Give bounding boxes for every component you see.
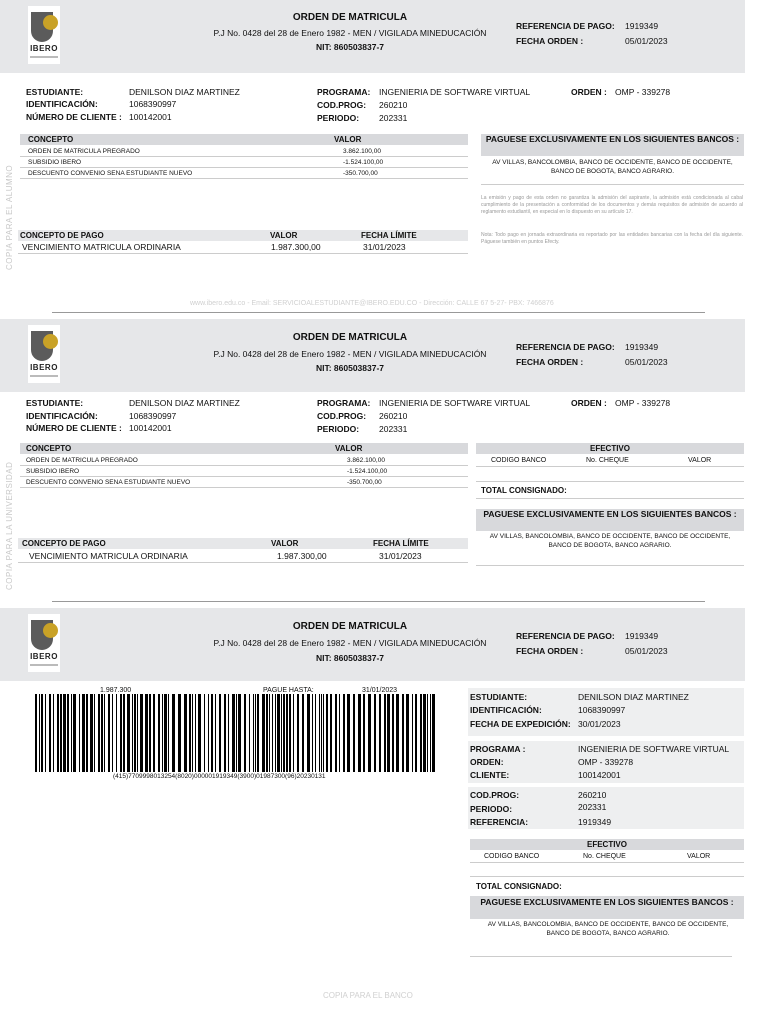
row-value: -1.524.100,00	[347, 468, 388, 475]
period-value: 202331	[379, 424, 408, 434]
barcode-bar	[363, 694, 365, 772]
payment-date-header: FECHA LÍMITE	[373, 539, 429, 548]
table-row	[20, 477, 468, 488]
order-nit: NIT: 860503837-7	[315, 42, 385, 52]
footer-contact: www.ibero.edu.co - Email: SERVICIOALESTUDIANTE@IBERO.EDU.CO - Dirección: CALLE 67 5-27- PBX: 7466876	[190, 300, 554, 307]
barcode-bar	[420, 694, 422, 772]
barcode-bar	[253, 694, 254, 772]
barcode-bar	[283, 694, 285, 772]
cash-header-row	[476, 455, 744, 467]
barcode-bar	[415, 694, 417, 772]
barcode-bar	[312, 694, 313, 772]
row-concept: DESCUENTO CONVENIO SENA ESTUDIANTE NUEVO	[26, 479, 191, 486]
row-concept: SUBSIDIO IBERO	[28, 159, 82, 166]
barcode-bar	[71, 694, 72, 772]
barcode-bar	[236, 694, 237, 772]
barcode-bar	[140, 694, 143, 772]
client-value: 100142001	[129, 112, 172, 122]
order-value: OMP - 339278	[578, 757, 634, 767]
ibero-logo	[28, 614, 60, 672]
payment-concept-header: CONCEPTO DE PAGO	[20, 231, 104, 240]
cash-cheque-header: No. CHEQUE	[583, 853, 626, 860]
banks-title: PAGUESE EXCLUSIVAMENTE EN LOS SIGUIENTES BANCOS :	[476, 509, 744, 531]
period-label: PERIODO:	[470, 804, 513, 814]
table-row	[20, 466, 468, 477]
total-consigned-label: TOTAL CONSIGNADO:	[476, 882, 562, 891]
barcode-bar	[330, 694, 332, 772]
barcode-bar	[49, 694, 51, 772]
reference-label: REFERENCIA:	[470, 817, 529, 827]
barcode-bar	[430, 694, 431, 772]
barcode-bar	[137, 694, 138, 772]
barcode-bar	[269, 694, 270, 772]
barcode-bar	[53, 694, 54, 772]
barcode-bar	[326, 694, 328, 772]
barcode-bar	[82, 694, 85, 772]
payment-value: 1.987.300,00	[277, 551, 327, 561]
barcode-bar	[101, 694, 103, 772]
codprog-value: 260210	[578, 790, 607, 800]
barcode-bar	[339, 694, 340, 772]
id-value: 1068390997	[578, 705, 626, 715]
program-label: PROGRAMA :	[470, 744, 526, 754]
pay-until-date: 31/01/2023	[362, 687, 398, 694]
logo-text: IBERO	[30, 44, 58, 53]
barcode-bar	[79, 694, 80, 772]
barcode-bar	[211, 694, 213, 772]
logo-dot-icon	[43, 623, 58, 638]
row-value: -350.700,00	[347, 479, 382, 486]
period-value: 202331	[379, 113, 408, 123]
logo-dot-icon	[43, 15, 58, 30]
program-label: PROGRAMA:	[317, 398, 371, 408]
barcode-bar	[112, 694, 113, 772]
row-concept: DESCUENTO CONVENIO SENA ESTUDIANTE NUEVO	[28, 170, 193, 177]
barcode-bar	[158, 694, 160, 772]
barcode-bar	[120, 694, 122, 772]
payment-concept-header: CONCEPTO DE PAGO	[22, 539, 106, 548]
period-label: PERIODO:	[317, 113, 360, 123]
barcode-bar	[384, 694, 386, 772]
barcode-bar	[335, 694, 337, 772]
order-label: ORDEN :	[571, 398, 607, 408]
barcode-bar	[204, 694, 205, 772]
table-row	[20, 455, 468, 466]
barcode-bar	[293, 694, 294, 772]
barcode-bar	[427, 694, 428, 772]
barcode-bar	[432, 694, 435, 772]
client-value: 100142001	[578, 770, 621, 780]
id-value: 1068390997	[129, 411, 177, 421]
id-label: IDENTIFICACIÓN:	[26, 411, 98, 421]
concept-table-header	[20, 134, 468, 145]
copy-student-label: COPIA PARA EL ALUMNO	[5, 164, 14, 270]
admission-note: La emisión y pago de esta orden no garantiza la admisión del aspirante, la admisión está condicionada al cabal cumplimiento de la presentación a conformidad de los documentos y demás requisitos de admisión de acuerdo al reglamento estudiantil, en especial en lo dispuesto en su artículo 17.	[481, 195, 743, 215]
date-label: FECHA ORDEN :	[516, 357, 584, 367]
barcode-bar	[358, 694, 361, 772]
payment-date-header: FECHA LÍMITE	[361, 231, 417, 240]
cash-title-text: EFECTIVO	[589, 444, 630, 453]
barcode-bar	[286, 694, 288, 772]
banks-list: AV VILLAS, BANCOLOMBIA, BANCO DE OCCIDENTE, BANCO DE OCCIDENTE, BANCO DE BOGOTA, BANCO AGRARIO.	[492, 159, 733, 176]
date-label: FECHA ORDEN :	[516, 646, 584, 656]
value-col-header: VALOR	[335, 444, 363, 453]
order-title: ORDEN DE MATRICULA	[292, 12, 408, 23]
student-label: ESTUDIANTE:	[26, 87, 84, 97]
barcode-bar	[73, 694, 76, 772]
program-value: INGENIERIA DE SOFTWARE VIRTUAL	[379, 87, 531, 97]
cash-cheque-header: No. CHEQUE	[586, 457, 629, 464]
payment-barcode	[35, 694, 435, 772]
barcode-bar	[228, 694, 229, 772]
student-name: DENILSON DIAZ MARTINEZ	[129, 87, 240, 97]
order-value: OMP - 339278	[615, 398, 671, 408]
barcode-text: (415)7709998013254(8020)000001919349(3900)01987300(96)20230131	[113, 773, 326, 780]
barcode-amount: 1.987.300	[100, 687, 132, 694]
barcode-bar	[39, 694, 40, 772]
issue-date-value: 30/01/2023	[578, 719, 621, 729]
barcode-bar	[90, 694, 93, 772]
barcode-bar	[423, 694, 426, 772]
ref-value: 1919349	[625, 631, 659, 641]
copy-university-label: COPIA PARA LA UNIVERSIDAD	[5, 461, 14, 590]
cash-title	[470, 839, 744, 850]
order-subtitle: P.J No. 0428 del 28 de Enero 1982 - MEN / VIGILADA MINEDUCACIÓN	[213, 638, 487, 648]
order-label: ORDEN:	[470, 757, 504, 767]
payment-row	[18, 242, 468, 254]
pay-until-label: PAGUE HASTA:	[263, 687, 314, 694]
cash-title-text: EFECTIVO	[586, 840, 627, 849]
ref-value: 1919349	[625, 21, 659, 31]
period-value: 202331	[578, 802, 607, 812]
barcode-bar	[353, 694, 355, 772]
barcode-bar	[94, 694, 95, 772]
id-value: 1068390997	[129, 99, 177, 109]
barcode-bar	[98, 694, 100, 772]
barcode-bar	[402, 694, 404, 772]
codprog-label: COD.PROG:	[470, 790, 520, 800]
barcode-bar	[368, 694, 371, 772]
row-value: -1.524.100,00	[343, 159, 384, 166]
barcode-bar	[321, 694, 322, 772]
barcode-bar	[412, 694, 413, 772]
barcode-bar	[244, 694, 246, 772]
logo-text: IBERO	[30, 652, 58, 661]
barcode-bar	[224, 694, 226, 772]
payment-value: 1.987.300,00	[271, 242, 321, 252]
id-label: IDENTIFICACIÓN:	[26, 99, 98, 109]
barcode-bar	[289, 694, 291, 772]
barcode-bar	[343, 694, 345, 772]
student-name: DENILSON DIAZ MARTINEZ	[129, 398, 240, 408]
barcode-bar	[192, 694, 193, 772]
order-subtitle: P.J No. 0428 del 28 de Enero 1982 - MEN / VIGILADA MINEDUCACIÓN	[213, 349, 487, 359]
ref-label: REFERENCIA DE PAGO:	[516, 631, 615, 641]
issue-date-label: FECHA DE EXPEDICIÓN:	[470, 719, 571, 729]
barcode-bar	[132, 694, 133, 772]
barcode-bar	[67, 694, 69, 772]
client-value: 100142001	[129, 423, 172, 433]
period-label: PERIODO:	[317, 424, 360, 434]
row-value: 3.862.100,00	[347, 457, 385, 464]
cash-bank-header: CODIGO BANCO	[484, 853, 540, 860]
banks-list: AV VILLAS, BANCOLOMBIA, BANCO DE OCCIDENTE, BANCO DE OCCIDENTE, BANCO DE BOGOTA, BANCO AGRARIO.	[487, 921, 729, 938]
barcode-bar	[178, 694, 181, 772]
barcode-bar	[145, 694, 148, 772]
barcode-bar	[215, 694, 216, 772]
barcode-bar	[387, 694, 390, 772]
barcode-bar	[164, 694, 167, 772]
barcode-bar	[108, 694, 110, 772]
barcode-bar	[257, 694, 259, 772]
ref-value: 1919349	[625, 342, 659, 352]
barcode-bar	[406, 694, 409, 772]
date-label: FECHA ORDEN :	[516, 36, 584, 46]
barcode-bar	[60, 694, 62, 772]
table-row	[20, 168, 468, 179]
barcode-bar	[168, 694, 169, 772]
barcode-bar	[149, 694, 151, 772]
reference-value: 1919349	[578, 817, 612, 827]
order-title: ORDEN DE MATRICULA	[292, 621, 408, 632]
program-value: INGENIERIA DE SOFTWARE VIRTUAL	[578, 744, 730, 754]
value-col-header: VALOR	[334, 135, 362, 144]
barcode-bar	[255, 694, 256, 772]
student-label: ESTUDIANTE:	[470, 692, 528, 702]
barcode-bar	[238, 694, 241, 772]
logo-dot-icon	[43, 334, 58, 349]
payment-date: 31/01/2023	[379, 551, 422, 561]
row-value: 3.862.100,00	[343, 148, 381, 155]
barcode-bar	[232, 694, 235, 772]
ibero-logo	[28, 6, 60, 64]
barcode-bar	[134, 694, 136, 772]
table-row	[20, 146, 468, 157]
barcode-bar	[184, 694, 187, 772]
student-name: DENILSON DIAZ MARTINEZ	[578, 692, 689, 702]
payment-concept: VENCIMIENTO MATRICULA ORDINARIA	[22, 242, 181, 252]
codprog-label: COD.PROG:	[317, 100, 367, 110]
barcode-bar	[63, 694, 66, 772]
payment-date: 31/01/2023	[363, 242, 406, 252]
payment-concept: VENCIMIENTO MATRICULA ORDINARIA	[29, 551, 188, 561]
order-value: OMP - 339278	[615, 87, 671, 97]
barcode-bar	[172, 694, 175, 772]
row-concept: ORDEN DE MATRICULA PREGRADO	[28, 148, 140, 155]
program-value: INGENIERIA DE SOFTWARE VIRTUAL	[379, 398, 531, 408]
barcode-bar	[208, 694, 209, 772]
order-nit: NIT: 860503837-7	[315, 653, 385, 663]
barcode-bar	[127, 694, 130, 772]
barcode-bar	[123, 694, 125, 772]
date-value: 05/01/2023	[625, 36, 668, 46]
concept-col-header: CONCEPTO	[26, 444, 72, 453]
cash-header-row	[470, 851, 744, 863]
id-label: IDENTIFICACIÓN:	[470, 705, 542, 715]
barcode-bar	[35, 694, 37, 772]
program-label: PROGRAMA:	[317, 87, 371, 97]
payment-value-header: VALOR	[271, 539, 299, 548]
barcode-bar	[57, 694, 59, 772]
barcode-bar	[302, 694, 304, 772]
concept-col-header: CONCEPTO	[28, 135, 74, 144]
cash-value-header: VALOR	[687, 853, 711, 860]
copy-bank-label: COPIA PARA EL BANCO	[323, 991, 413, 1000]
barcode-bar	[153, 694, 155, 772]
row-value: -350.700,00	[343, 170, 378, 177]
barcode-bar	[374, 694, 376, 772]
barcode-bar	[86, 694, 88, 772]
barcode-bar	[219, 694, 221, 772]
codprog-value: 260210	[379, 411, 408, 421]
barcode-bar	[249, 694, 250, 772]
barcode-bar	[272, 694, 273, 772]
order-label: ORDEN :	[571, 87, 607, 97]
ref-label: REFERENCIA DE PAGO:	[516, 21, 615, 31]
cash-bank-header: CODIGO BANCO	[491, 457, 547, 464]
barcode-bar	[315, 694, 316, 772]
barcode-bar	[396, 694, 399, 772]
ibero-logo	[28, 325, 60, 383]
barcode-bar	[104, 694, 105, 772]
payment-note: Nota: Todo pago en jornada extraordinaria es reportado por las entidades bancarias con la fecha del día siguiente. Páguese también en puntos Efecty.	[481, 232, 743, 245]
barcode-bar	[195, 694, 196, 772]
student-label: ESTUDIANTE:	[26, 398, 84, 408]
date-value: 05/01/2023	[625, 646, 668, 656]
barcode-bar	[275, 694, 276, 772]
codprog-label: COD.PROG:	[317, 411, 367, 421]
date-value: 05/01/2023	[625, 357, 668, 367]
client-label: NÚMERO DE CLIENTE :	[26, 423, 122, 433]
barcode-bar	[41, 694, 43, 772]
order-nit: NIT: 860503837-7	[315, 363, 385, 373]
barcode-bar	[277, 694, 280, 772]
total-consigned-label: TOTAL CONSIGNADO:	[481, 486, 567, 495]
order-title: ORDEN DE MATRICULA	[292, 332, 408, 343]
cash-title	[476, 443, 744, 454]
banks-title: PAGUESE EXCLUSIVAMENTE EN LOS SIGUIENTES BANCOS :	[470, 896, 744, 919]
payment-row	[18, 551, 468, 563]
barcode-bar	[323, 694, 324, 772]
barcode-bar	[45, 694, 46, 772]
barcode-bar	[189, 694, 191, 772]
barcode-bar	[379, 694, 381, 772]
table-row	[20, 157, 468, 168]
order-subtitle: P.J No. 0428 del 28 de Enero 1982 - MEN / VIGILADA MINEDUCACIÓN	[213, 28, 487, 38]
barcode-bar	[319, 694, 320, 772]
barcode-bar	[281, 694, 282, 772]
row-concept: ORDEN DE MATRICULA PREGRADO	[26, 457, 138, 464]
payment-table-header	[18, 538, 468, 549]
barcode-bar	[198, 694, 201, 772]
row-concept: SUBSIDIO IBERO	[26, 468, 80, 475]
barcode-bar	[307, 694, 310, 772]
concept-table-header	[20, 443, 468, 454]
client-label: NÚMERO DE CLIENTE :	[26, 112, 122, 122]
cash-value-header: VALOR	[688, 457, 712, 464]
barcode-bar	[262, 694, 265, 772]
logo-text: IBERO	[30, 363, 58, 372]
ref-label: REFERENCIA DE PAGO:	[516, 342, 615, 352]
client-label: CLIENTE:	[470, 770, 510, 780]
payment-value-header: VALOR	[270, 231, 298, 240]
barcode-bar	[162, 694, 163, 772]
banks-list: AV VILLAS, BANCOLOMBIA, BANCO DE OCCIDENTE, BANCO DE OCCIDENTE, BANCO DE BOGOTA, BANCO AGRARIO.	[489, 533, 731, 550]
barcode-bar	[116, 694, 117, 772]
barcode-bar	[297, 694, 299, 772]
banks-title: PAGUESE EXCLUSIVAMENTE EN LOS SIGUIENTES BANCOS :	[481, 134, 744, 156]
barcode-bar	[347, 694, 350, 772]
codprog-value: 260210	[379, 100, 408, 110]
payment-table-header	[18, 230, 468, 241]
barcode-bar	[266, 694, 268, 772]
barcode-bar	[392, 694, 394, 772]
